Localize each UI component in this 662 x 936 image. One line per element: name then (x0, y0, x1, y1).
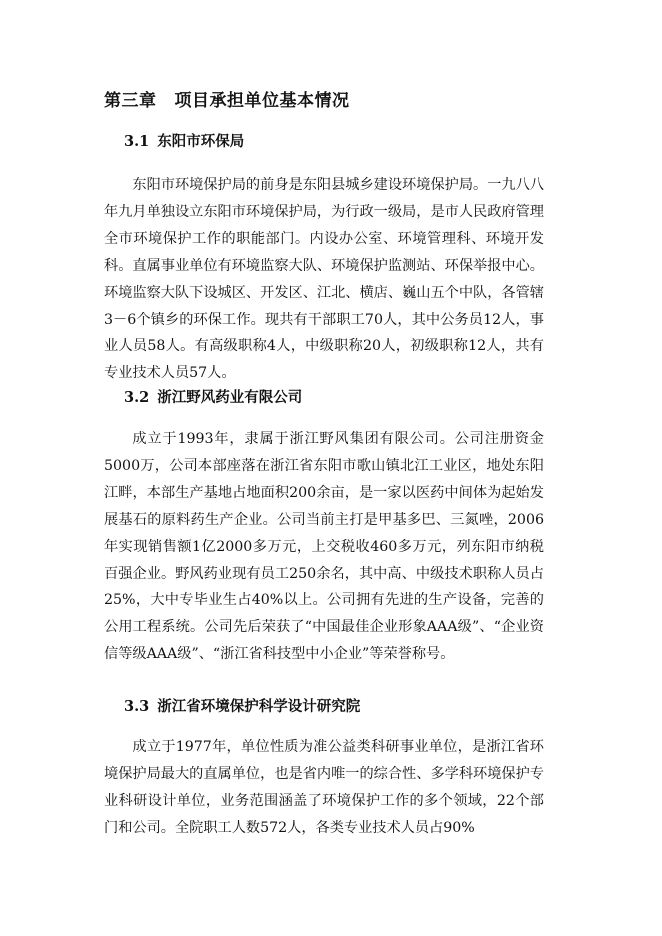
section-heading: 浙江省环境保护科学设计研究院 (157, 699, 361, 715)
section-title-3-2 (124, 386, 302, 407)
chapter-title (104, 86, 350, 111)
section-paragraph-3-1: 东阳市环境保护局的前身是东阳县城乡建设环境保护局。一九八八年九月单独设立东阳市环境保护局，为行政一级局，是市人民政府管理全市环境保护工作的职能部门。内设办公室、环境管理科、环境开发科。直属事业单位有环境监察大队、环境保护监测站、环保举报中心。环境监察大队下设城区、开发区、江北、横店、巍山五个中队，各管辖3－6个镇乡的环保工作。现共有干部职工70人，其中公务员12人，事业人员58人。有高级职称4人，中级职称20人，初级职称12人，共有专业技术人员57人。 (104, 177, 544, 382)
section-number: 3.1 (124, 133, 150, 150)
section-number: 3.3 (124, 698, 150, 715)
section-number: 3.2 (124, 389, 150, 406)
section-title-3-1 (124, 130, 244, 151)
section-paragraph-3-2: 成立于1993年，隶属于浙江野风集团有限公司。公司注册资金5000万，公司本部座落在浙江省东阳市歌山镇北江工业区，地处东阳江畔，本部生产基地占地面积200余亩，是一家以医药中间体为起始发展基石的原料药生产企业。公司当前主打是甲基多巴、三氮唑，2006年实现销售额1亿2000多万元，上交税收460多万元，列东阳市纳税百强企业。野风药业现有员工250余名，其中高、中级技术职称人员占25%，大中专毕业生占40%以上。公司拥有先进的生产设备，完善的公用工程系统。公司先后荣获了“中国最佳企业形象AAA级”、“企业资信等级AAA级”、“浙江省科技型中小企业”等荣誉称号。 (104, 431, 544, 663)
section-title-3-3 (124, 695, 360, 716)
chapter-heading: 项目承担单位基本情况 (174, 91, 350, 111)
section-paragraph-3-3: 成立于1977年，单位性质为准公益类科研事业单位，是浙江省环境保护局最大的直属单位，也是省内唯一的综合性、多学科环境保护专业科研设计单位，业务范围涵盖了环境保护工作的多个领域，22个部门和公司。全院职工人数572人，各类专业技术人员占90% (104, 739, 544, 836)
chapter-number: 第三章 (104, 91, 157, 111)
section-heading: 浙江野风药业有限公司 (157, 390, 303, 406)
section-heading: 东阳市环保局 (157, 134, 245, 150)
